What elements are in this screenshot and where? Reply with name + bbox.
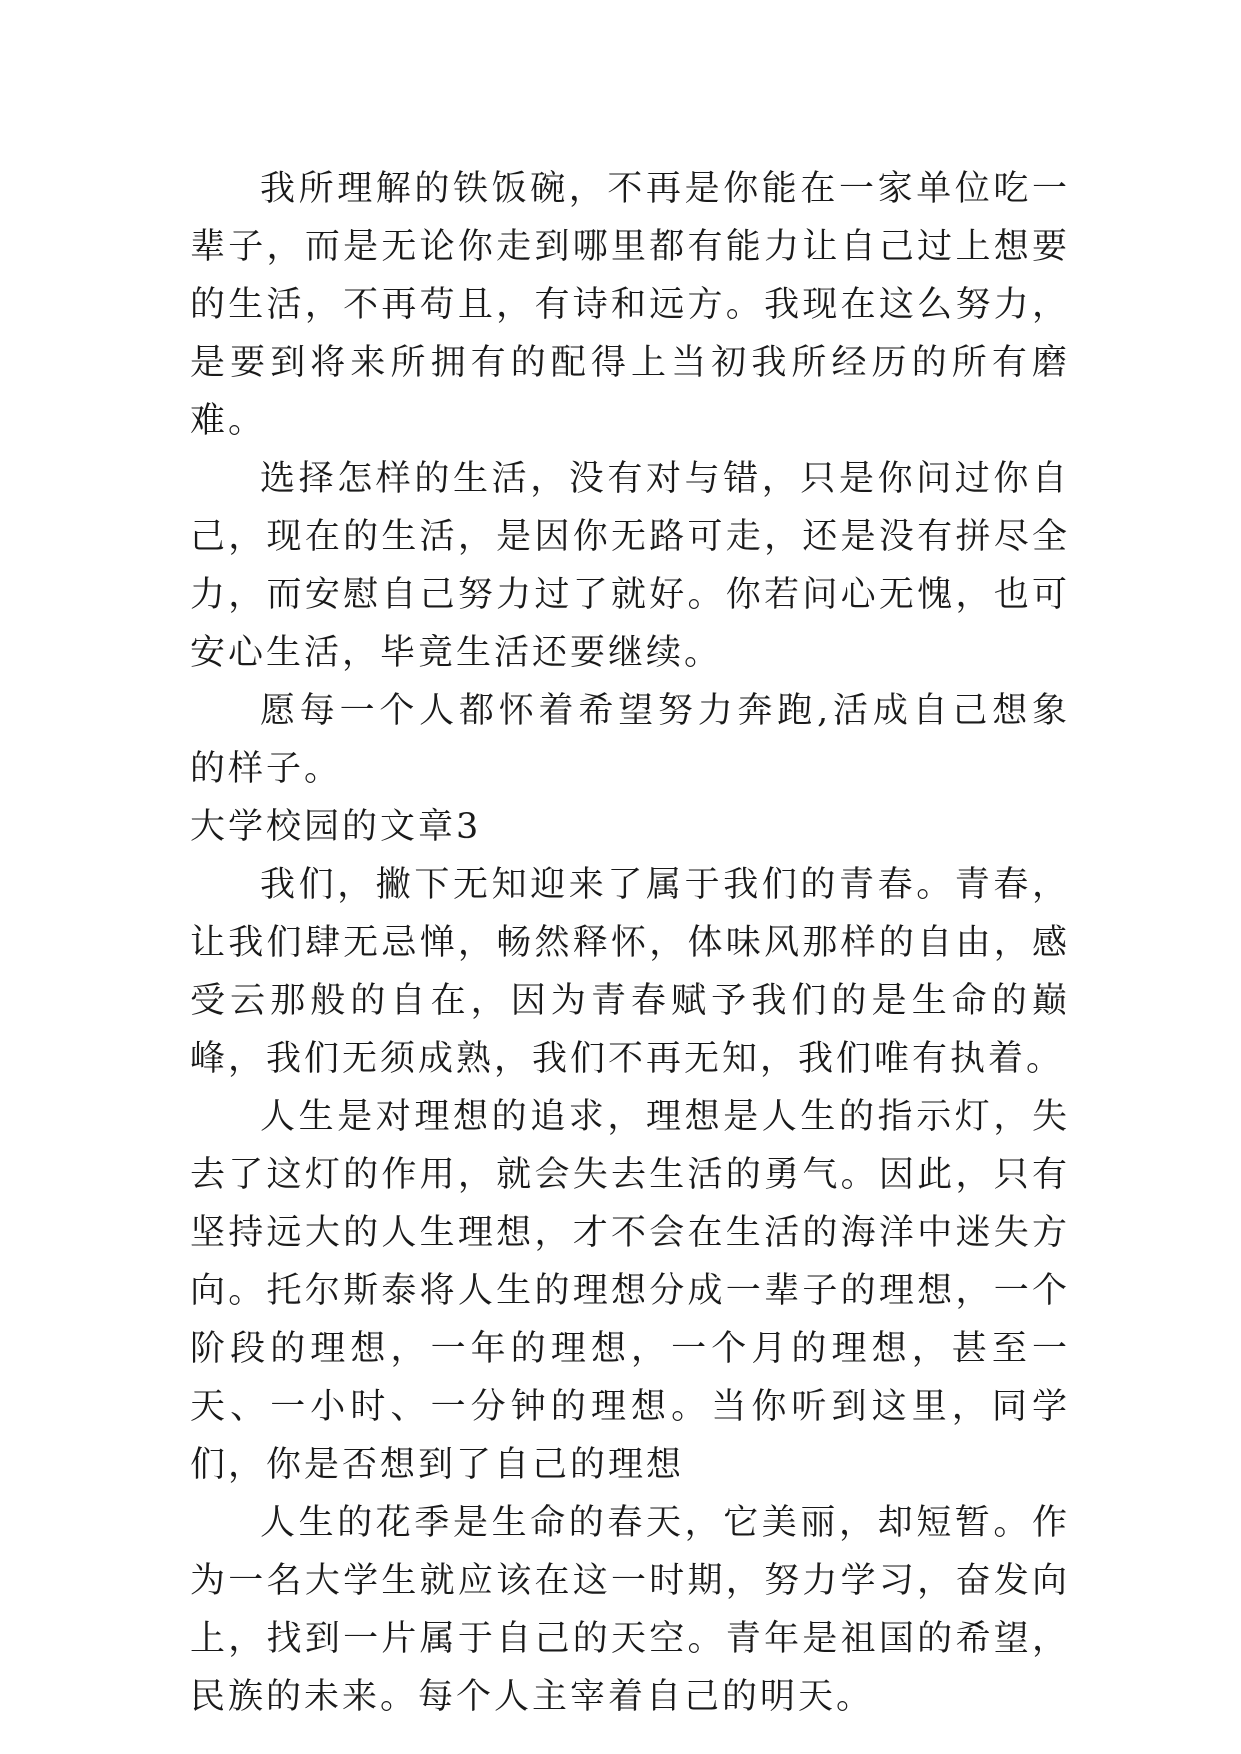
paragraph-wish: 愿每一个人都怀着希望努力奔跑,活成自己想象的样子。 [190, 691, 1070, 789]
paragraph-iron-rice-bowl: 我所理解的铁饭碗，不再是你能在一家单位吃一辈子，而是无论你走到哪里都有能力让自己过上想要的生活，不再苟且，有诗和远方。我现在这么努力，是要到将来所拥有的配得上当初我所经历的所有磨难。 [190, 169, 1070, 441]
section-heading: 大学校园的文章3 [190, 807, 482, 847]
paragraph-ideals: 人生是对理想的追求，理想是人生的指示灯，失去了这灯的作用，就会失去生活的勇气。因此，只有坚持远大的人生理想，才不会在生活的海洋中迷失方向。托尔斯泰将人生的理想分成一辈子的理想，一个阶段的理想，一年的理想，一个月的理想，甚至一天、一小时、一分钟的理想。当你听到这里，同学们，你是否想到了自己的理想 [190, 1097, 1070, 1485]
paragraph-choose-life: 选择怎样的生活，没有对与错，只是你问过你自己，现在的生活，是因你无路可走，还是没有拼尽全力，而安慰自己努力过了就好。你若问心无愧，也可安心生活，毕竟生活还要继续。 [190, 459, 1070, 673]
paragraph-flower-season: 人生的花季是生命的春天，它美丽，却短暂。作为一名大学生就应该在这一时期，努力学习，奋发向上，找到一片属于自己的天空。青年是祖国的希望，民族的未来。每个人主宰着自己的明天。 [190, 1503, 1070, 1717]
document-body [190, 160, 1070, 1726]
paragraph-youth: 我们，撇下无知迎来了属于我们的青春。青春，让我们肆无忌惮，畅然释怀，体味风那样的自由，感受云那般的自在，因为青春赋予我们的是生命的巅峰，我们无须成熟，我们不再无知，我们唯有执着。 [190, 865, 1070, 1079]
